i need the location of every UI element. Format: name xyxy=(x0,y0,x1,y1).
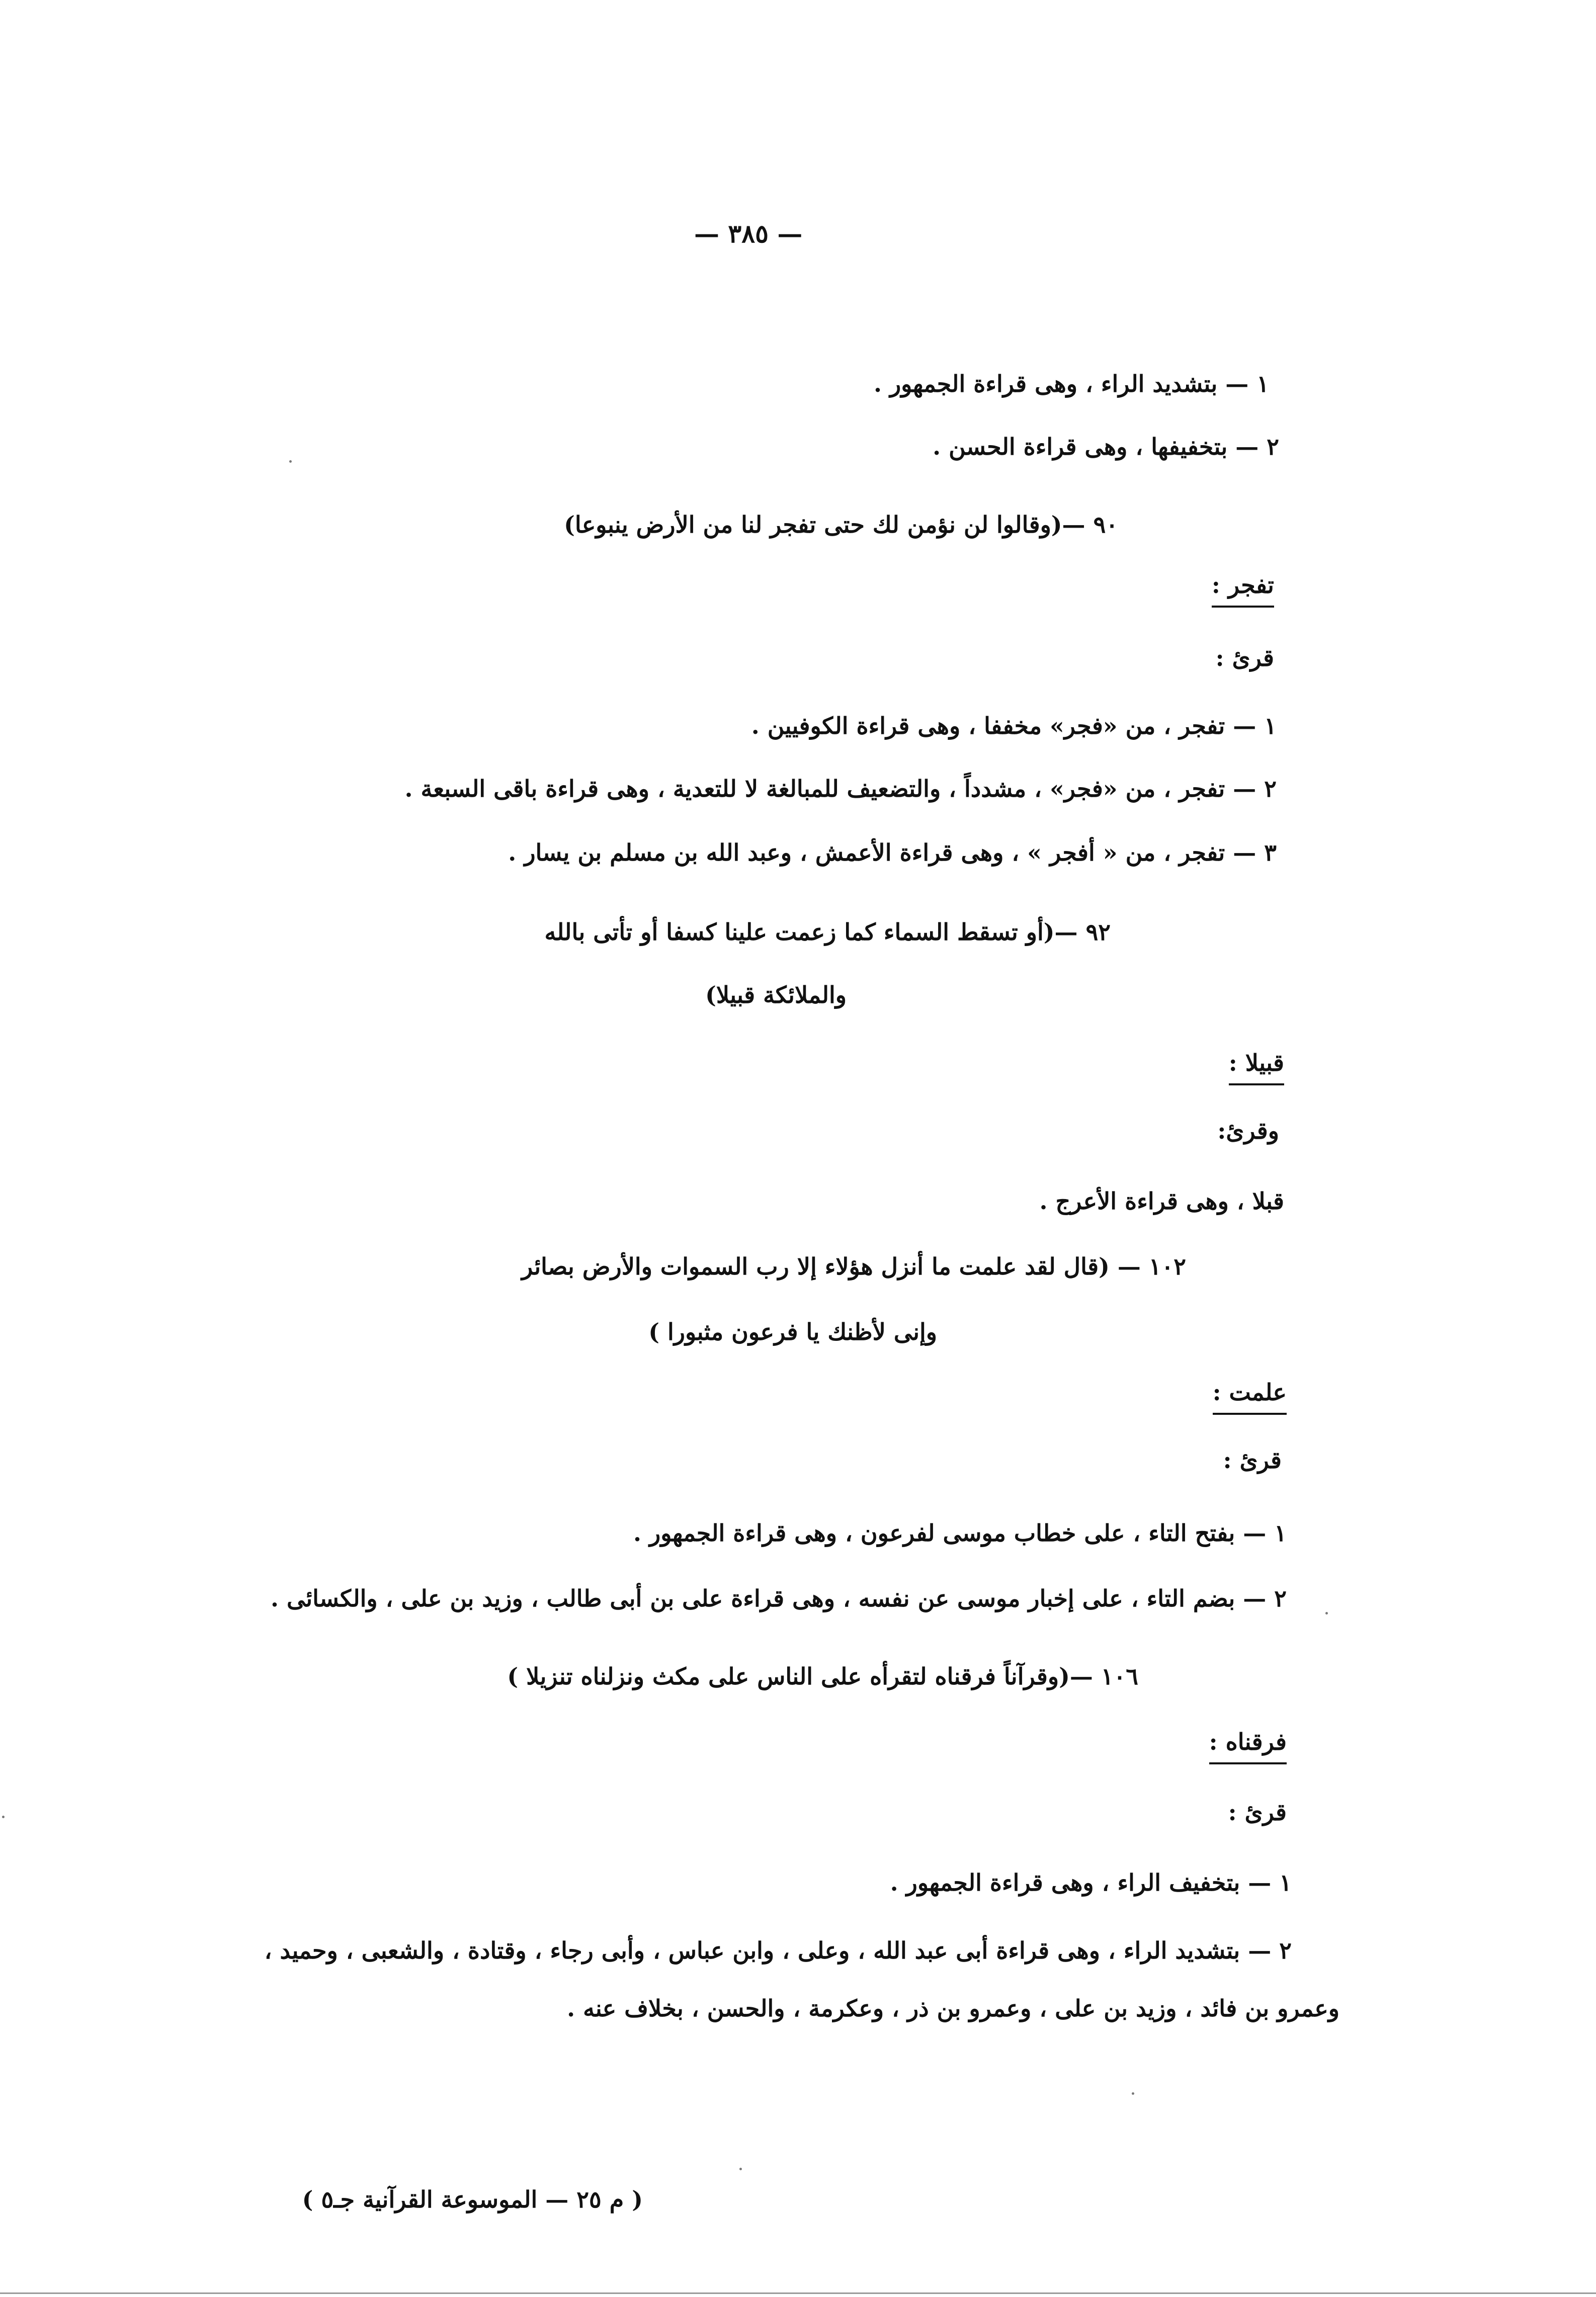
scan-speck xyxy=(289,460,292,463)
list-item-continuation: وعمرو بن فائد ، وزيد بن على ، وعمرو بن ذر ، وعكرمة ، والحسن ، بخلاف عنه . xyxy=(567,1995,1339,2022)
verse-102-line2: وإنى لأظنك يا فرعون مثبورا ) xyxy=(648,1318,937,1345)
list-item: ١ — تفجر ، من «فجر» مخففا ، وهى قراءة الكوفيين . xyxy=(751,712,1277,739)
scan-speck xyxy=(1325,1612,1328,1614)
list-item: ١ — بفتح التاء ، على خطاب موسى لفرعون ، وهى قراءة الجمهور . xyxy=(633,1519,1287,1547)
section-heading-tafjur xyxy=(1212,573,1274,597)
verse-92-line1: ٩٢ —(أو تسقط السماء كما زعمت علينا كسفا أو تأتى بالله xyxy=(544,918,1111,946)
section-heading-text: علمت : xyxy=(1213,1379,1287,1415)
section-heading-text: تفجر : xyxy=(1212,571,1274,608)
qurie-label: قرئ : xyxy=(1215,644,1274,671)
list-item: ٢ — تفجر ، من «فجر» ، مشدداً ، والتضعيف للمبالغة لا للتعدية ، وهى قراءة باقى السبعة . xyxy=(404,775,1277,802)
section-heading-text: قبيلا : xyxy=(1229,1049,1284,1085)
footer-reference: ( م ٢٥ — الموسوعة القرآنية جـ٥ ) xyxy=(302,2186,643,2213)
list-item: ١ — بتخفيف الراء ، وهى قراءة الجمهور . xyxy=(890,1869,1292,1896)
section-heading-text: فرقناه : xyxy=(1209,1728,1287,1764)
qurie-label: قرئ : xyxy=(1228,1799,1287,1826)
verse-106: ١٠٦ —(وقرآناً فرقناه لتقرأه على الناس على مكث ونزلناه تنزيلا ) xyxy=(507,1663,1138,1690)
list-item: ١ — بتشديد الراء ، وهى قراءة الجمهور . xyxy=(873,370,1269,397)
verse-92-line2: والملائكة قبيلا) xyxy=(705,981,847,1008)
list-item: ٢ — بتشديد الراء ، وهى قراءة أبى عبد الله ، وعلى ، وابن عباس ، وأبى رجاء ، وقتادة ، والشعبى ، وحميد ، xyxy=(264,1937,1292,1964)
scan-edge-line xyxy=(0,2292,1596,2294)
scan-speck xyxy=(739,2168,742,2170)
verse-90: ٩٠ —(وقالوا لن نؤمن لك حتى تفجر لنا من الأرض ينبوعا) xyxy=(564,511,1118,538)
page-number: — ٣٨٥ — xyxy=(694,219,803,248)
qabila-reading: قبلا ، وهى قراءة الأعرج . xyxy=(1039,1187,1284,1215)
list-item: ٣ — تفجر ، من « أفجر » ، وهى قراءة الأعمش ، وعبد الله بن مسلم بن يسار . xyxy=(508,839,1277,866)
qurie-label: وقرئ: xyxy=(1217,1117,1279,1144)
list-item: ٢ — بضم التاء ، على إخبار موسى عن نفسه ، وهى قراءة على بن أبى طالب ، وزيد بن على ، والكسائى . xyxy=(270,1585,1287,1612)
scan-speck xyxy=(2,1816,5,1818)
qurie-label: قرئ : xyxy=(1223,1447,1282,1474)
verse-102-line1: ١٠٢ — (قال لقد علمت ما أنزل هؤلاء إلا رب السموات والأرض بصائر xyxy=(521,1253,1186,1280)
section-heading-faraqnahu xyxy=(1209,1730,1287,1753)
section-heading-qabila xyxy=(1229,1051,1284,1074)
scan-speck xyxy=(1132,2092,1134,2095)
section-heading-alimta xyxy=(1213,1381,1287,1404)
list-item: ٢ — بتخفيفها ، وهى قراءة الحسن . xyxy=(933,433,1279,460)
